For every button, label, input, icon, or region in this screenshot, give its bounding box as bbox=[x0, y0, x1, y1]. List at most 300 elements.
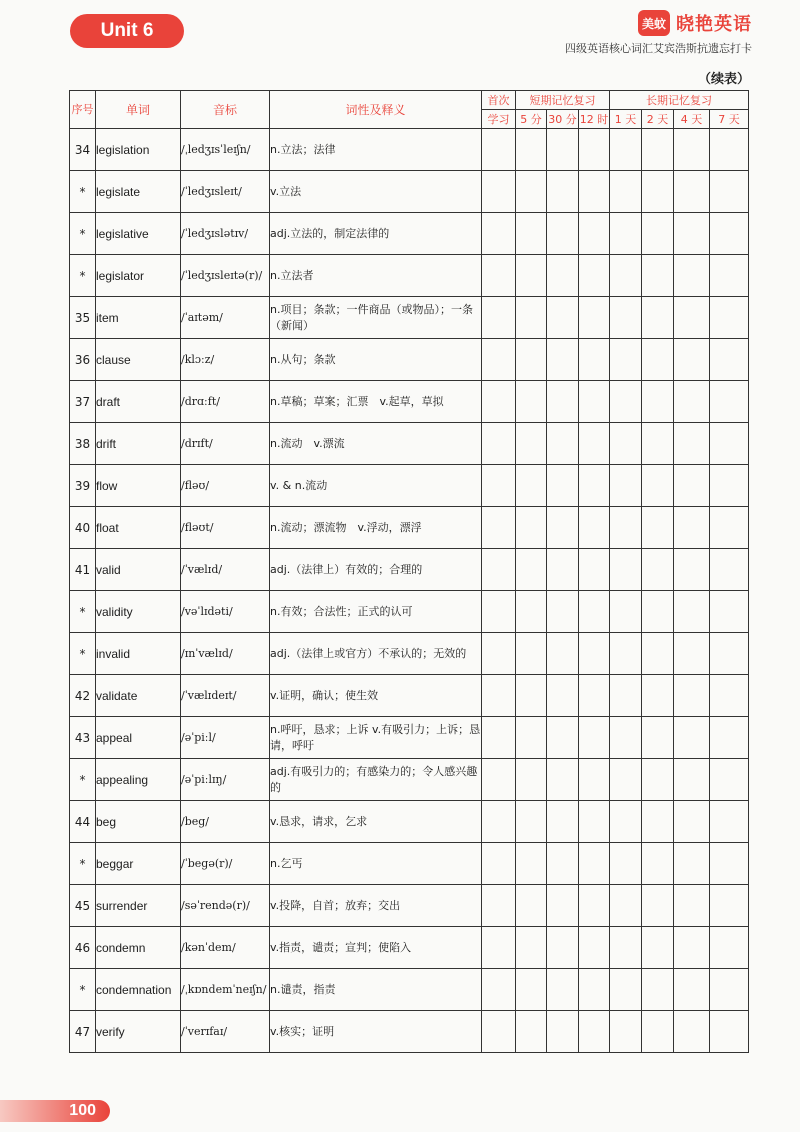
checkbox-cell[interactable] bbox=[516, 675, 547, 717]
row-seq: 41 bbox=[70, 549, 96, 591]
checkbox-cell[interactable] bbox=[710, 423, 749, 465]
row-definition: adj.（法律上或官方）不承认的；无效的 bbox=[270, 633, 482, 675]
row-seq: 36 bbox=[70, 339, 96, 381]
row-word: item bbox=[96, 297, 181, 339]
checkbox-cell[interactable] bbox=[610, 465, 642, 507]
checkbox-cell[interactable] bbox=[482, 465, 516, 507]
row-seq: * bbox=[70, 591, 96, 633]
row-word: legislative bbox=[96, 213, 181, 255]
checkbox-cell[interactable] bbox=[579, 549, 610, 591]
checkbox-cell[interactable] bbox=[710, 801, 749, 843]
checkbox-cell[interactable] bbox=[710, 255, 749, 297]
row-word: legislation bbox=[96, 129, 181, 171]
table-row bbox=[70, 171, 749, 213]
row-seq: 40 bbox=[70, 507, 96, 549]
table-row bbox=[70, 675, 749, 717]
checkbox-cell[interactable] bbox=[674, 759, 710, 801]
checkbox-cell[interactable] bbox=[642, 213, 674, 255]
row-word: surrender bbox=[96, 885, 181, 927]
checkbox-cell[interactable] bbox=[642, 507, 674, 549]
checkbox-cell[interactable] bbox=[482, 297, 516, 339]
unit-label: Unit 6 bbox=[100, 20, 154, 41]
row-seq: 42 bbox=[70, 675, 96, 717]
checkbox-cell[interactable] bbox=[547, 675, 579, 717]
header-interval: 30 分 bbox=[547, 110, 579, 129]
checkbox-cell[interactable] bbox=[579, 213, 610, 255]
checkbox-cell[interactable] bbox=[579, 633, 610, 675]
checkbox-cell[interactable] bbox=[610, 213, 642, 255]
checkbox-cell[interactable] bbox=[642, 759, 674, 801]
checkbox-cell[interactable] bbox=[482, 507, 516, 549]
row-word: validity bbox=[96, 591, 181, 633]
checkbox-cell[interactable] bbox=[516, 1011, 547, 1053]
checkbox-cell[interactable] bbox=[579, 843, 610, 885]
table-row bbox=[70, 129, 749, 171]
checkbox-cell[interactable] bbox=[642, 381, 674, 423]
unit-badge bbox=[70, 14, 184, 48]
row-word: appeal bbox=[96, 717, 181, 759]
row-definition: n.流动；漂流物 v.浮动，漂浮 bbox=[270, 507, 482, 549]
row-phonetic: /kənˈdem/ bbox=[181, 927, 270, 969]
checkbox-cell[interactable] bbox=[610, 927, 642, 969]
checkbox-cell[interactable] bbox=[482, 759, 516, 801]
row-seq: 35 bbox=[70, 297, 96, 339]
checkbox-cell[interactable] bbox=[579, 717, 610, 759]
row-word: invalid bbox=[96, 633, 181, 675]
checkbox-cell[interactable] bbox=[642, 255, 674, 297]
checkbox-cell[interactable] bbox=[642, 549, 674, 591]
checkbox-cell[interactable] bbox=[482, 171, 516, 213]
checkbox-cell[interactable] bbox=[547, 885, 579, 927]
checkbox-cell[interactable] bbox=[516, 213, 547, 255]
checkbox-cell[interactable] bbox=[482, 381, 516, 423]
checkbox-cell[interactable] bbox=[516, 801, 547, 843]
row-phonetic: /klɔːz/ bbox=[181, 339, 270, 381]
checkbox-cell[interactable] bbox=[710, 1011, 749, 1053]
checkbox-cell[interactable] bbox=[516, 297, 547, 339]
checkbox-cell[interactable] bbox=[710, 885, 749, 927]
checkbox-cell[interactable] bbox=[482, 129, 516, 171]
checkbox-cell[interactable] bbox=[710, 717, 749, 759]
row-definition: adj.立法的，制定法律的 bbox=[270, 213, 482, 255]
row-definition: n.草稿；草案；汇票 v.起草，草拟 bbox=[270, 381, 482, 423]
checkbox-cell[interactable] bbox=[579, 885, 610, 927]
checkbox-cell[interactable] bbox=[642, 843, 674, 885]
row-phonetic: /ɪnˈvælɪd/ bbox=[181, 633, 270, 675]
table-row bbox=[70, 213, 749, 255]
row-seq: 43 bbox=[70, 717, 96, 759]
checkbox-cell[interactable] bbox=[516, 339, 547, 381]
table-row bbox=[70, 297, 749, 339]
header-definition: 词性及释义 bbox=[270, 91, 482, 129]
checkbox-cell[interactable] bbox=[610, 549, 642, 591]
row-word: beggar bbox=[96, 843, 181, 885]
checkbox-cell[interactable] bbox=[642, 885, 674, 927]
table-row bbox=[70, 381, 749, 423]
checkbox-cell[interactable] bbox=[674, 423, 710, 465]
checkbox-cell[interactable] bbox=[579, 171, 610, 213]
checkbox-cell[interactable] bbox=[710, 507, 749, 549]
checkbox-cell[interactable] bbox=[547, 297, 579, 339]
checkbox-cell[interactable] bbox=[674, 927, 710, 969]
checkbox-cell[interactable] bbox=[610, 423, 642, 465]
header-interval: 12 时 bbox=[579, 110, 610, 129]
checkbox-cell[interactable] bbox=[610, 507, 642, 549]
checkbox-cell[interactable] bbox=[642, 717, 674, 759]
row-definition: n.呼吁，恳求；上诉 v.有吸引力；上诉；恳请，呼吁 bbox=[270, 717, 482, 759]
header-short-term: 短期记忆复习 bbox=[516, 91, 610, 110]
checkbox-cell[interactable] bbox=[674, 549, 710, 591]
brand-logo-icon: 美蚊 bbox=[638, 10, 670, 36]
checkbox-cell[interactable] bbox=[579, 423, 610, 465]
checkbox-cell[interactable] bbox=[610, 801, 642, 843]
checkbox-cell[interactable] bbox=[516, 171, 547, 213]
row-phonetic: /ˈbegə(r)/ bbox=[181, 843, 270, 885]
header-seq: 序号 bbox=[70, 91, 96, 129]
row-word: drift bbox=[96, 423, 181, 465]
row-word: condemnation bbox=[96, 969, 181, 1011]
checkbox-cell[interactable] bbox=[516, 381, 547, 423]
row-word: flow bbox=[96, 465, 181, 507]
checkbox-cell[interactable] bbox=[674, 969, 710, 1011]
table-row bbox=[70, 507, 749, 549]
checkbox-cell[interactable] bbox=[710, 927, 749, 969]
checkbox-cell[interactable] bbox=[547, 255, 579, 297]
checkbox-cell[interactable] bbox=[547, 969, 579, 1011]
checkbox-cell[interactable] bbox=[516, 507, 547, 549]
checkbox-cell[interactable] bbox=[516, 969, 547, 1011]
checkbox-cell[interactable] bbox=[642, 171, 674, 213]
checkbox-cell[interactable] bbox=[547, 591, 579, 633]
table-row bbox=[70, 885, 749, 927]
header-interval: 7 天 bbox=[710, 110, 749, 129]
row-phonetic: /əˈpiːl/ bbox=[181, 717, 270, 759]
checkbox-cell[interactable] bbox=[579, 255, 610, 297]
row-word: clause bbox=[96, 339, 181, 381]
page-number: 100 bbox=[69, 1102, 96, 1119]
checkbox-cell[interactable] bbox=[547, 381, 579, 423]
header-interval: 1 天 bbox=[610, 110, 642, 129]
row-phonetic: /ˌkɒndemˈneɪʃn/ bbox=[181, 969, 270, 1011]
row-phonetic: /ˌledʒɪsˈleɪʃn/ bbox=[181, 129, 270, 171]
row-seq: 37 bbox=[70, 381, 96, 423]
row-definition: v.指责，谴责；宣判；使陷入 bbox=[270, 927, 482, 969]
checkbox-cell[interactable] bbox=[674, 507, 710, 549]
table-row bbox=[70, 423, 749, 465]
row-word: condemn bbox=[96, 927, 181, 969]
checkbox-cell[interactable] bbox=[642, 675, 674, 717]
checkbox-cell[interactable] bbox=[674, 129, 710, 171]
checkbox-cell[interactable] bbox=[547, 801, 579, 843]
checkbox-cell[interactable] bbox=[579, 969, 610, 1011]
row-phonetic: /ˈverɪfaɪ/ bbox=[181, 1011, 270, 1053]
row-phonetic: /drɑːft/ bbox=[181, 381, 270, 423]
row-definition: v.立法 bbox=[270, 171, 482, 213]
checkbox-cell[interactable] bbox=[516, 465, 547, 507]
checkbox-cell[interactable] bbox=[674, 171, 710, 213]
checkbox-cell[interactable] bbox=[674, 591, 710, 633]
row-word: legislate bbox=[96, 171, 181, 213]
row-definition: n.乞丐 bbox=[270, 843, 482, 885]
checkbox-cell[interactable] bbox=[516, 549, 547, 591]
checkbox-cell[interactable] bbox=[674, 843, 710, 885]
checkbox-cell[interactable] bbox=[547, 465, 579, 507]
checkbox-cell[interactable] bbox=[482, 801, 516, 843]
row-definition: n.立法；法律 bbox=[270, 129, 482, 171]
row-phonetic: /səˈrendə(r)/ bbox=[181, 885, 270, 927]
table-row bbox=[70, 591, 749, 633]
row-word: valid bbox=[96, 549, 181, 591]
row-seq: * bbox=[70, 255, 96, 297]
header-interval: 5 分 bbox=[516, 110, 547, 129]
row-phonetic: /ˈvælɪd/ bbox=[181, 549, 270, 591]
checkbox-cell[interactable] bbox=[610, 885, 642, 927]
checkbox-cell[interactable] bbox=[642, 801, 674, 843]
checkbox-cell[interactable] bbox=[547, 717, 579, 759]
checkbox-cell[interactable] bbox=[482, 213, 516, 255]
checkbox-cell[interactable] bbox=[610, 675, 642, 717]
checkbox-cell[interactable] bbox=[610, 717, 642, 759]
row-definition: n.流动 v.漂流 bbox=[270, 423, 482, 465]
page-number-tab bbox=[0, 1100, 110, 1122]
checkbox-cell[interactable] bbox=[710, 465, 749, 507]
table-row bbox=[70, 255, 749, 297]
table-row bbox=[70, 465, 749, 507]
row-definition: n.从句；条款 bbox=[270, 339, 482, 381]
row-word: legislator bbox=[96, 255, 181, 297]
checkbox-cell[interactable] bbox=[547, 927, 579, 969]
header-subtitle: 四级英语核心词汇艾宾浩斯抗遗忘打卡 bbox=[565, 42, 752, 55]
checkbox-cell[interactable] bbox=[547, 423, 579, 465]
checkbox-cell[interactable] bbox=[710, 129, 749, 171]
row-definition: v. & n.流动 bbox=[270, 465, 482, 507]
checkbox-cell[interactable] bbox=[674, 885, 710, 927]
checkbox-cell[interactable] bbox=[547, 129, 579, 171]
checkbox-cell[interactable] bbox=[579, 507, 610, 549]
checkbox-cell[interactable] bbox=[579, 591, 610, 633]
row-definition: adj.（法律上）有效的；合理的 bbox=[270, 549, 482, 591]
checkbox-cell[interactable] bbox=[674, 1011, 710, 1053]
row-definition: n.项目；条款；一件商品（或物品）；一条（新闻） bbox=[270, 297, 482, 339]
checkbox-cell[interactable] bbox=[674, 213, 710, 255]
checkbox-cell[interactable] bbox=[579, 465, 610, 507]
row-seq: 39 bbox=[70, 465, 96, 507]
row-phonetic: /ˈledʒɪsleɪt/ bbox=[181, 171, 270, 213]
row-seq: * bbox=[70, 969, 96, 1011]
table-row bbox=[70, 1011, 749, 1053]
checkbox-cell[interactable] bbox=[516, 759, 547, 801]
checkbox-cell[interactable] bbox=[516, 591, 547, 633]
checkbox-cell[interactable] bbox=[482, 843, 516, 885]
table-row bbox=[70, 717, 749, 759]
checkbox-cell[interactable] bbox=[642, 297, 674, 339]
checkbox-cell[interactable] bbox=[610, 969, 642, 1011]
checkbox-cell[interactable] bbox=[547, 1011, 579, 1053]
table-row bbox=[70, 927, 749, 969]
checkbox-cell[interactable] bbox=[482, 591, 516, 633]
brand bbox=[638, 10, 752, 36]
checkbox-cell[interactable] bbox=[579, 675, 610, 717]
checkbox-cell[interactable] bbox=[482, 423, 516, 465]
row-seq: 45 bbox=[70, 885, 96, 927]
checkbox-cell[interactable] bbox=[610, 129, 642, 171]
checkbox-cell[interactable] bbox=[579, 801, 610, 843]
checkbox-cell[interactable] bbox=[516, 129, 547, 171]
checkbox-cell[interactable] bbox=[642, 465, 674, 507]
checkbox-cell[interactable] bbox=[674, 381, 710, 423]
checkbox-cell[interactable] bbox=[642, 969, 674, 1011]
header-first-bottom: 学习 bbox=[482, 110, 516, 129]
checkbox-cell[interactable] bbox=[579, 381, 610, 423]
checkbox-cell[interactable] bbox=[642, 129, 674, 171]
row-definition: n.有效；合法性；正式的认可 bbox=[270, 591, 482, 633]
checkbox-cell[interactable] bbox=[610, 1011, 642, 1053]
checkbox-cell[interactable] bbox=[579, 297, 610, 339]
checkbox-cell[interactable] bbox=[610, 171, 642, 213]
row-phonetic: /ˈvælɪdeɪt/ bbox=[181, 675, 270, 717]
checkbox-cell[interactable] bbox=[710, 591, 749, 633]
table-row bbox=[70, 549, 749, 591]
checkbox-cell[interactable] bbox=[547, 759, 579, 801]
row-phonetic: /ˈledʒɪsleɪtə(r)/ bbox=[181, 255, 270, 297]
checkbox-cell[interactable] bbox=[642, 339, 674, 381]
checkbox-cell[interactable] bbox=[579, 129, 610, 171]
checkbox-cell[interactable] bbox=[710, 171, 749, 213]
checkbox-cell[interactable] bbox=[710, 843, 749, 885]
header-first-top: 首次 bbox=[482, 91, 516, 110]
header-interval: 2 天 bbox=[642, 110, 674, 129]
checkbox-cell[interactable] bbox=[516, 927, 547, 969]
checkbox-cell[interactable] bbox=[674, 633, 710, 675]
checkbox-cell[interactable] bbox=[674, 717, 710, 759]
row-definition: v.投降，自首；放弃；交出 bbox=[270, 885, 482, 927]
row-seq: 38 bbox=[70, 423, 96, 465]
row-phonetic: /beg/ bbox=[181, 801, 270, 843]
row-definition: adj.有吸引力的；有感染力的；令人感兴趣的 bbox=[270, 759, 482, 801]
checkbox-cell[interactable] bbox=[674, 675, 710, 717]
checkbox-cell[interactable] bbox=[516, 423, 547, 465]
checkbox-cell[interactable] bbox=[579, 1011, 610, 1053]
checkbox-cell[interactable] bbox=[610, 759, 642, 801]
header-interval: 4 天 bbox=[674, 110, 710, 129]
checkbox-cell[interactable] bbox=[516, 717, 547, 759]
vocab-table bbox=[69, 90, 749, 1053]
checkbox-cell[interactable] bbox=[610, 255, 642, 297]
row-seq: * bbox=[70, 171, 96, 213]
checkbox-cell[interactable] bbox=[710, 549, 749, 591]
brand-name: 晓艳英语 bbox=[676, 14, 752, 35]
checkbox-cell[interactable] bbox=[710, 213, 749, 255]
checkbox-cell[interactable] bbox=[482, 1011, 516, 1053]
checkbox-cell[interactable] bbox=[674, 465, 710, 507]
table-row bbox=[70, 843, 749, 885]
checkbox-cell[interactable] bbox=[610, 633, 642, 675]
checkbox-cell[interactable] bbox=[710, 339, 749, 381]
checkbox-cell[interactable] bbox=[610, 381, 642, 423]
checkbox-cell[interactable] bbox=[547, 507, 579, 549]
checkbox-cell[interactable] bbox=[482, 675, 516, 717]
checkbox-cell[interactable] bbox=[547, 171, 579, 213]
row-word: draft bbox=[96, 381, 181, 423]
checkbox-cell[interactable] bbox=[482, 717, 516, 759]
checkbox-cell[interactable] bbox=[710, 675, 749, 717]
header-phonetic: 音标 bbox=[181, 91, 270, 129]
row-word: appealing bbox=[96, 759, 181, 801]
checkbox-cell[interactable] bbox=[710, 297, 749, 339]
checkbox-cell[interactable] bbox=[579, 339, 610, 381]
checkbox-cell[interactable] bbox=[610, 591, 642, 633]
checkbox-cell[interactable] bbox=[482, 255, 516, 297]
checkbox-cell[interactable] bbox=[516, 843, 547, 885]
checkbox-cell[interactable] bbox=[482, 969, 516, 1011]
checkbox-cell[interactable] bbox=[674, 255, 710, 297]
checkbox-cell[interactable] bbox=[482, 549, 516, 591]
checkbox-cell[interactable] bbox=[547, 213, 579, 255]
checkbox-cell[interactable] bbox=[710, 381, 749, 423]
checkbox-cell[interactable] bbox=[642, 591, 674, 633]
row-seq: 46 bbox=[70, 927, 96, 969]
row-definition: v.恳求，请求，乞求 bbox=[270, 801, 482, 843]
row-seq: * bbox=[70, 633, 96, 675]
vocab-body bbox=[70, 129, 749, 1053]
table-row bbox=[70, 969, 749, 1011]
checkbox-cell[interactable] bbox=[642, 927, 674, 969]
row-phonetic: /drɪft/ bbox=[181, 423, 270, 465]
checkbox-cell[interactable] bbox=[642, 633, 674, 675]
checkbox-cell[interactable] bbox=[579, 927, 610, 969]
checkbox-cell[interactable] bbox=[610, 339, 642, 381]
checkbox-cell[interactable] bbox=[610, 297, 642, 339]
header-long-term: 长期记忆复习 bbox=[610, 91, 749, 110]
row-definition: n.立法者 bbox=[270, 255, 482, 297]
checkbox-cell[interactable] bbox=[516, 255, 547, 297]
row-seq: * bbox=[70, 843, 96, 885]
row-phonetic: /fləʊ/ bbox=[181, 465, 270, 507]
checkbox-cell[interactable] bbox=[710, 759, 749, 801]
checkbox-cell[interactable] bbox=[482, 633, 516, 675]
checkbox-cell[interactable] bbox=[674, 801, 710, 843]
checkbox-cell[interactable] bbox=[674, 339, 710, 381]
checkbox-cell[interactable] bbox=[674, 297, 710, 339]
checkbox-cell[interactable] bbox=[482, 927, 516, 969]
checkbox-cell[interactable] bbox=[642, 1011, 674, 1053]
checkbox-cell[interactable] bbox=[547, 633, 579, 675]
row-word: validate bbox=[96, 675, 181, 717]
checkbox-cell[interactable] bbox=[516, 633, 547, 675]
checkbox-cell[interactable] bbox=[482, 339, 516, 381]
checkbox-cell[interactable] bbox=[579, 759, 610, 801]
header-word: 单词 bbox=[96, 91, 181, 129]
checkbox-cell[interactable] bbox=[642, 423, 674, 465]
row-definition: n.谴责，指责 bbox=[270, 969, 482, 1011]
checkbox-cell[interactable] bbox=[710, 969, 749, 1011]
checkbox-cell[interactable] bbox=[710, 633, 749, 675]
checkbox-cell[interactable] bbox=[547, 843, 579, 885]
checkbox-cell[interactable] bbox=[516, 885, 547, 927]
row-word: beg bbox=[96, 801, 181, 843]
continued-label: （续表） bbox=[697, 72, 750, 87]
row-definition: v.核实；证明 bbox=[270, 1011, 482, 1053]
row-seq: 47 bbox=[70, 1011, 96, 1053]
table-row bbox=[70, 759, 749, 801]
row-word: verify bbox=[96, 1011, 181, 1053]
row-seq: * bbox=[70, 213, 96, 255]
row-seq: 34 bbox=[70, 129, 96, 171]
checkbox-cell[interactable] bbox=[610, 843, 642, 885]
checkbox-cell[interactable] bbox=[482, 885, 516, 927]
checkbox-cell[interactable] bbox=[547, 549, 579, 591]
checkbox-cell[interactable] bbox=[547, 339, 579, 381]
